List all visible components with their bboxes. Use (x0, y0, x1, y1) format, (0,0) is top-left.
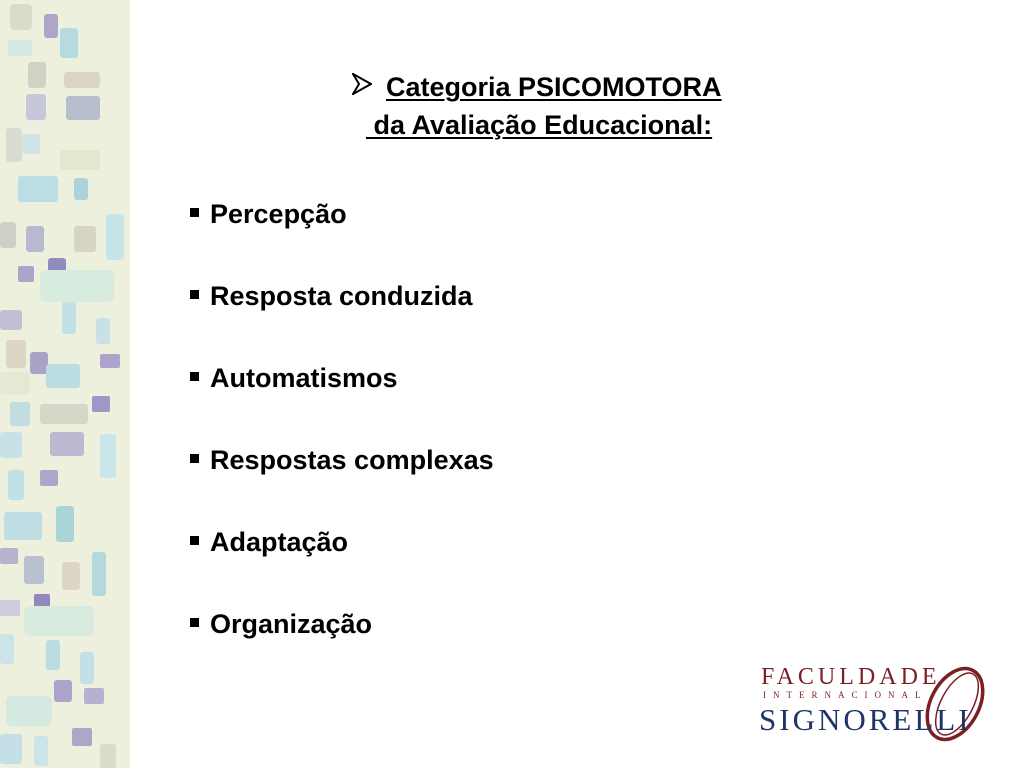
list-item (190, 441, 494, 523)
heading-line-2 (366, 110, 712, 141)
logo-word-internacional: INTERNACIONAL (763, 690, 928, 700)
square-bullet-icon (190, 372, 199, 381)
square-bullet-icon (190, 290, 199, 299)
heading-title: Categoria PSICOMOTORA (386, 72, 722, 102)
list-item-label: Percepção (210, 199, 347, 229)
arrow-bullet-icon (352, 73, 386, 102)
logo-word-faculdade: FACULDADE (761, 664, 941, 690)
list-item-label: Automatismos (210, 363, 398, 393)
logo-word-signorelli: SIGNORELLI (759, 702, 972, 737)
list-item-label: Resposta conduzida (210, 281, 473, 311)
list-item-label: Adaptação (210, 527, 349, 557)
heading-subtitle: da Avaliação Educacional: (366, 110, 713, 140)
category-list (190, 195, 494, 687)
list-item (190, 359, 494, 441)
square-bullet-icon (190, 454, 199, 463)
decorative-side-band (0, 0, 130, 768)
heading-line-1 (340, 72, 722, 103)
list-item (190, 277, 494, 359)
square-bullet-icon (190, 536, 199, 545)
list-item-label: Respostas complexas (210, 445, 494, 475)
square-bullet-icon (190, 618, 199, 627)
list-item (190, 523, 494, 605)
square-bullet-icon (190, 208, 199, 217)
list-item (190, 605, 494, 687)
mosaic-pattern-graphic (0, 0, 130, 768)
list-item-label: Organização (210, 609, 373, 639)
list-item (190, 195, 494, 277)
institution-logo (755, 660, 1005, 750)
